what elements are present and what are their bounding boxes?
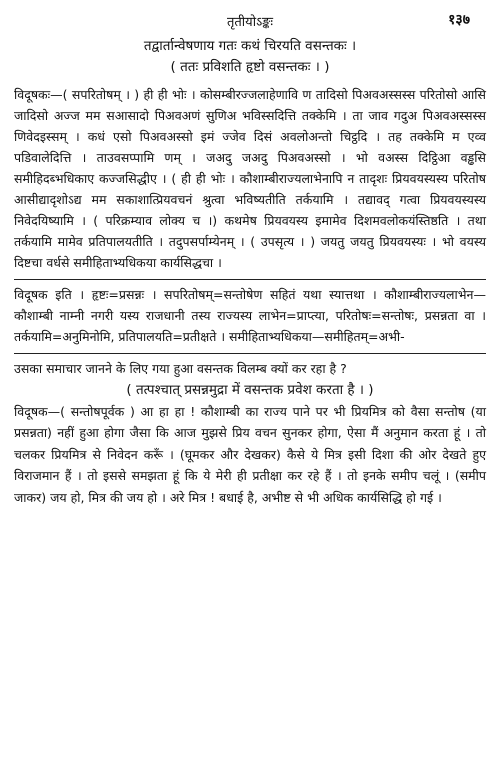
commentary-text: विदूषक इति । हृष्टः=प्रसन्नः । सपरितोषम्=सन्तोषेण सहितं यथा स्यात्तथा । कौशाम्बीराज्यलाभेन—कौशाम्बी नाम्नी नगरी यस्य राजधानी तस्य राज्यस्य लाभेन=प्राप्त्या, परितोषः=सन्तोषः, प्रसन्नता वा । तर्कयामि=अनुमिनोमि, प्रतिपालयति=प्रतीक्षते । समीहिताभ्यधिकया—समीहितम्=अभी- bbox=[14, 287, 486, 344]
commentary-section bbox=[14, 284, 486, 347]
hindi-translation-section bbox=[14, 358, 486, 508]
sanskrit-heading: तद्वार्तान्वेषणाय गतः कथं चिरयति वसन्तकः । bbox=[143, 38, 357, 54]
page-number: १३७ bbox=[448, 12, 470, 28]
section-divider bbox=[14, 279, 486, 280]
sanskrit-stage-direction: ( ततः प्रविशति हृष्टो वसन्तकः । ) bbox=[170, 59, 330, 75]
hindi-speech: विदूषक—( सन्तोषपूर्वक ) आ हा हा ! कौशाम्बी का राज्य पाने पर भी प्रियमित्र को वैसा सन्तोष (या प्रसन्नता) नहीं हुआ होगा जैसा कि आज मुझसे प्रिय वचन सुनकर होगा, ऐसा मैं अनुमान करता हूं । तो चलकर प्रियमित्र से निवेदन करूँ । (घूमकर और देखकर) कैसे ये मित्र इसी दिशा की ओर देखते हुए विराजमान हैं । तो इससे समझता हूं कि ये मेरी ही प्रतीक्षा कर रहे हैं । तो इनके समीप चलूं । (समीप जाकर) जय हो, मित्र की जय हो । अरे मित्र ! बधाई है, अभीष्ट से भी अधिक कार्यसिद्धि हो गई । bbox=[14, 403, 486, 505]
sanskrit-text-section bbox=[14, 36, 486, 273]
hindi-stage-direction: ( तत्पश्चात् प्रसन्नमुद्रा में वसन्तक प्रवेश करता है । ) bbox=[126, 381, 374, 398]
running-title: तृतीयोऽङ्कः bbox=[226, 15, 274, 30]
section-divider-2 bbox=[14, 353, 486, 354]
prakrit-speech: विदूषकः—( सपरितोषम् । ) ही ही भोः । कोसम्बीरज्जलाहेणावि ण तादिसो पिअवअस्सस्स परितोसो आसि जादिसो अज्ज मम सआसादो पिअवअणं सुणिअ भविस्सदित्ति तक्केमि । ता जाव गदुअ पिअवअस्सस्स णिवेदइस्सम् । कधं एसो पिअवअस्सो इमं ज्जेव दिसं अवलोअन्तो चिट्ठदि । तह तक्केमि म एव्व पडिवालेदित्ति । ताउवसप्पामि णम् । जअदु जअदु पिअवअस्सो । भो वअस्स दिट्ठिआ वड्ढसि समीहिदब्भधिकाए कज्जसिद्धीए । ( ही ही भोः । कौशाम्बीराज्यलाभेनापि न तादृशः प्रियवयस्यस्य परितोष आसीद्यादृशोऽद्य मम सकाशात्प्रियवचनं श्रुत्वा भविष्यतीति तर्कयामि । तद्यावद् गत्वा प्रियवयस्यस्य निवेदयिष्यामि । ( परिक्रम्याव लोक्य च ।) कथमेष प्रियवयस्य इमामेव दिशमवलोकयंस्तिष्ठति । तथा तर्कयामि मामेव प्रतिपालयतीति । तदुपसर्पाम्येनम् । ( उपसृत्य । ) जयतु जयतु प्रियवयस्यः । भो वयस्य दिष्टचा वर्धसे समीहिताभ्यधिकया कार्यसिद्धचा । bbox=[14, 87, 486, 270]
hindi-intro: उसका समाचार जानने के लिए गया हुआ वसन्तक विलम्ब क्यों कर रहा है ? bbox=[14, 361, 347, 376]
page-header bbox=[14, 6, 486, 36]
